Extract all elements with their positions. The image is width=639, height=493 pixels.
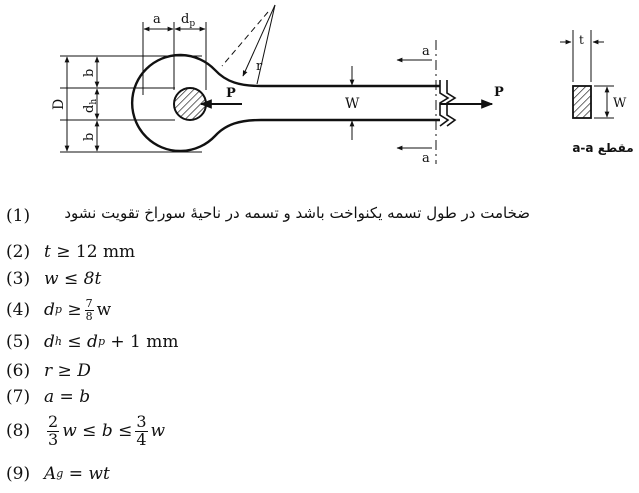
condition-4-number: (4) — [6, 300, 31, 320]
label-P-load: P — [494, 85, 504, 100]
label-b-top: b — [82, 68, 97, 77]
condition-6: (6) r ≥ D — [6, 361, 91, 381]
condition-5-number: (5) — [6, 332, 31, 352]
condition-8-number: (8) — [6, 421, 31, 441]
label-W-section: W — [613, 96, 627, 111]
fraction-2-3: $\frac{2}{3}$ — [48, 411, 59, 449]
condition-1 — [6, 204, 44, 228]
condition-3: (3) w ≤ 8t — [6, 269, 102, 289]
label-a-section-bottom: a — [422, 151, 430, 166]
condition-2-number: (2) — [6, 242, 31, 262]
condition-1-text: ضخامت در طول تسمه یکنواخت باشد و تسمه در ناحیهٔ سوراخ تقویت نشود — [64, 204, 530, 222]
label-a-section-top: a — [422, 44, 430, 59]
label-W: W — [345, 96, 360, 112]
label-b-bottom: b — [82, 132, 97, 141]
fraction-7-8: $\frac{7}{8}$ — [85, 296, 93, 323]
section-aa — [560, 30, 614, 118]
condition-5: (5) d h ≤ d p + 1 mm — [6, 332, 179, 352]
label-P-pin: P — [226, 86, 236, 101]
condition-7-number: (7) — [6, 387, 31, 407]
label-a: a — [153, 12, 161, 27]
condition-9-number: (9) — [6, 464, 31, 484]
label-dp: $d_p$ — [181, 12, 196, 29]
condition-7: (7) a = b — [6, 387, 91, 407]
condition-3-number: (3) — [6, 269, 31, 289]
condition-2: (2) t ≥ 12 mm — [6, 242, 136, 262]
fraction-3-4: $\frac{3}{4}$ — [136, 411, 147, 449]
label-D: D — [51, 98, 67, 110]
eyebar-figure — [0, 0, 639, 200]
condition-8: (8) $\frac{2}{3}$ w ≤ b ≤ $\frac{3}{4}$ w — [6, 411, 165, 451]
condition-1-number: (1) — [6, 206, 31, 226]
section-caption: مقطع a-a — [572, 141, 634, 155]
condition-6-number: (6) — [6, 361, 31, 381]
label-dh: $d_h$ — [82, 98, 99, 113]
condition-4: (4) d p ≥ $\frac{7}{8}$ w — [6, 296, 112, 323]
label-t: t — [579, 33, 584, 47]
condition-9: (9) A g = wt — [6, 464, 110, 484]
label-r: r — [256, 59, 263, 74]
